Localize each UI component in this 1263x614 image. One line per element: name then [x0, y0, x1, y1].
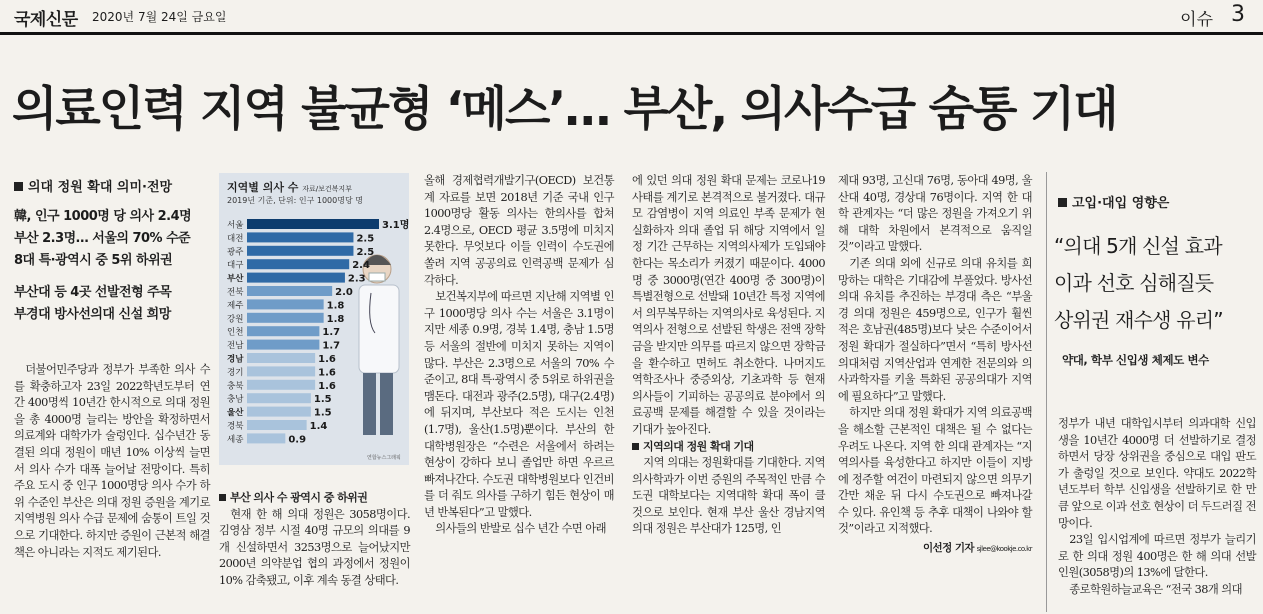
chart-bar	[247, 420, 307, 430]
chart-value-label: 2.0	[335, 287, 353, 298]
column-4-subhead-text: 지역의대 정원 확대 기대	[643, 439, 754, 453]
paragraph: 의사들의 반발로 십수 년간 수면 아래	[435, 522, 606, 536]
chart-bar	[247, 433, 285, 443]
quote-line: 상위권 재수생 유리”	[1054, 308, 1223, 332]
chart-bar	[247, 326, 319, 336]
chart-category-label: 인천	[227, 327, 244, 338]
paragraph: 정부가 내년 대학입시부터 의과대학 신입생을 10년간 4000명 더 선발하기로 결정하면서 당장 상위권을 중심으로 대입 판도가 출렁일 것으로 보인다. 약대도 2022학년도부터 학부 신입생을 선발하기로 한 만큼 앞으로 이과 선호 현상이 더 두드러질 전망이다.	[1058, 417, 1256, 530]
chart-bar	[247, 246, 353, 256]
chart-category-label: 제주	[227, 300, 244, 311]
chart-credit: 연합뉴스그래픽	[367, 455, 401, 461]
chart-bar	[247, 299, 324, 309]
column-4-subhead	[632, 439, 825, 456]
paragraph: 올해 경제협력개발기구(OECD) 보건통계 자료를 보면 2018년 기준 국내 인구 1000명당 활동 의사는 한의사를 합쳐 2.4명으로, OECD 평균 3.5명에 미치지 못한다. 무엇보다 이들 인력이 수도권에 쏠려 지역 공공의료 인력공백 문제가 심각하다.	[424, 174, 614, 287]
chart-value-label: 1.8	[326, 313, 345, 325]
chart-bar	[247, 340, 319, 350]
paragraph: 종로학원하늘교육은 “전국 38개 의대	[1069, 582, 1243, 596]
chart-bar	[247, 286, 332, 296]
chart-value-label: 0.9	[288, 434, 307, 446]
chart-bar	[247, 232, 353, 242]
chart-value-label: 2.4	[352, 260, 370, 272]
issue-date: 2020년 7월 24일 금요일	[92, 10, 227, 24]
left-section-title	[14, 176, 172, 195]
chart-category-label: 서울	[227, 220, 244, 231]
chart-value-label: 1.5	[313, 407, 332, 419]
right-article-body	[1058, 416, 1256, 599]
chart-value-label: 3.1명	[382, 220, 409, 231]
byline-email: sjlee@kookje.co.kr	[976, 545, 1032, 554]
article-column-2	[219, 490, 410, 590]
deck-line: 부경대 방사선의대 신설 희망	[14, 307, 171, 322]
paragraph: 에 있던 의대 정원 확대 문제는 코로나19 사태를 계기로 본격적으로 불거졌다. 대규모 감염병이 지역 의료인 부족 문제가 현실화하자 의대 졸업 뒤 해당 지역에서 일정 기간 근무하는 지역의사제가 도입돼야 한다는 목소리가 커졌기 때문이다. 4000명 중 3000명(연간 400명 중 300명)이 특별전형으로 선발돼 10년간 특정 지역에서 의무복무하는 지역의사로 육성된다. 지역의사 전형으로 선발된 학생은 전액 장학금을 받지만 의무를 따르지 않으면 장학금을 환수하고 면허도 취소한다. 나머지도 역학조사나 중증외상, 기초과학 등 현재 의사들이 기피하는 공공의료 분야에서 의료공백 문제를 해결할 수 있을 것이라는 기대가 높아진다.	[632, 174, 825, 436]
chart-value-label: 1.6	[318, 354, 336, 365]
paragraph: 보건복지부에 따르면 지난해 지역별 인구 1000명당 의사 수는 서울은 3.1명이지만 세종 0.9명, 경북 1.4명, 충남 1.5명 등 서울의 절반에 미치지 못하는 지역이 많다. 부산은 2.3명으로 서울의 70% 수준이고, 8대 특·광역시 중 5위로 하위권을 맴돈다. 대전과 광주(2.5명), 대구(2.4명)에 뒤지며, 부산보다 적은 도시는 인천(1.7명), 울산(1.5명)뿐이다. 부산의 한 대학병원장은 “수련은 서울에서 하려는 현상이 강하다 보니 졸업만 하면 우르르 빠져나간다. 수도권 대학병원보다 인건비를 더 줘도 의사를 구하기 힘든 현상이 매년 반복된다”고 말했다.	[424, 290, 615, 519]
square-bullet-icon	[1058, 198, 1067, 207]
chart-category-label: 전남	[227, 341, 244, 352]
chart-category-label: 경기	[227, 367, 244, 378]
paragraph: 더불어민주당과 정부가 부족한 의사 수를 확충하고자 23일 2022학년도부터 연간 400명씩 10년간 한시적으로 의대 정원을 총 4000명 늘리는 방안을 확정하면서 의료계와 대학가가 술렁인다. 십수년간 동결된 의대 정원이 매년 10% 이상씩 늘면서 의사 수가 대폭 늘어날 전망이다. 특히 주요 도시 중 인구 1000명당 의사 수가 하위 수준인 부산은 의대 정원 증원을 계기로 지역병원 의사 수급 문제에 숨통이 트일 것으로 기대한다. 하지만 증원이 근본적 해결책은 아니라는 지적도 제기된다.	[14, 363, 210, 559]
right-section-title	[1058, 192, 1169, 211]
pull-quote	[1054, 228, 1259, 339]
chart-bar	[247, 273, 345, 283]
paper-name: 국제신문	[14, 10, 78, 30]
chart-value-label: 1.8	[326, 300, 345, 312]
article-column-1	[14, 362, 210, 561]
chart-category-label: 충남	[227, 394, 244, 405]
square-bullet-icon	[14, 182, 23, 191]
left-deck	[14, 206, 214, 326]
article-column-4	[632, 173, 825, 538]
chart-bar	[247, 259, 349, 269]
deck-line: 부산 2.3명… 서울의 70% 수준	[14, 231, 191, 246]
byline-name: 이선정 기자	[922, 542, 975, 555]
chart-category-label: 충북	[227, 381, 244, 392]
paragraph: 지역 의대는 정원확대를 기대한다. 지역의사학과가 이번 증원의 주목적인 만큼 수도권 대학보다는 지역대학 확대 폭이 클 것으로 보인다. 현재 부산 울산 경남지역 의대 정원은 부산대가 125명, 인	[632, 456, 825, 536]
deck-line: 부산대 등 4곳 선발전형 주목	[14, 285, 172, 300]
quote-line: “의대 5개 신설 효과	[1054, 234, 1222, 258]
deck-line: 韓, 인구 1000명 당 의사 2.4명	[14, 209, 192, 224]
chart-value-label: 1.5	[313, 394, 332, 406]
chart-value-label: 2.5	[356, 233, 375, 245]
article-column-3	[424, 173, 614, 538]
chart-bar	[247, 380, 315, 390]
chart-category-label: 대전	[227, 233, 244, 244]
chart-value-label: 1.4	[309, 421, 328, 432]
doctor-count-chart	[219, 173, 409, 465]
right-section-title-text: 고입·대입 영향은	[1072, 196, 1170, 211]
chart-category-label: 광주	[227, 247, 244, 258]
chart-bar	[247, 313, 324, 323]
chart-value-label: 1.6	[318, 367, 336, 379]
chart-title-text: 지역별 의사 수	[227, 181, 299, 194]
chart-value-label: 1.7	[322, 340, 341, 352]
chart-category-label: 세종	[227, 434, 244, 445]
chart-bar	[247, 366, 315, 376]
left-section-title-text: 의대 정원 확대 의미·전망	[28, 180, 173, 195]
chart-value-label: 1.7	[322, 327, 341, 339]
chart-title	[227, 179, 352, 195]
quote-line: 이과 선호 심해질듯	[1054, 271, 1214, 295]
chart-bar	[247, 393, 311, 403]
column-2-subhead-text: 부산 의사 수 광역시 중 하위권	[230, 491, 368, 504]
deck-line: 8대 특·광역시 중 5위 하위권	[14, 253, 173, 268]
article-column-5	[838, 173, 1032, 558]
paragraph: 제대 93명, 고신대 76명, 동아대 49명, 울산대 40명, 경상대 76명이다. 지역 한 대학 관계자는 “더 많은 정원을 가져오기 위해 대학 차원에서 본격적으로 움직일 것”이라고 말했다.	[838, 174, 1032, 254]
chart-category-label: 전북	[227, 287, 244, 298]
paragraph: 하지만 의대 정원 확대가 지역 의료공백을 해소할 근본적인 대책은 될 수 없다는 우려도 나온다. 지역 한 의대 관계자는 “지역의사를 육성한다고 하지만 이들이 지방에 정주할 여건이 마련되지 않으면 의무기간만 채운 뒤 다시 수도권으로 빠져나갈 수 있다. 유인책 등 추후 대책이 나와야 할 것”이라고 지적했다.	[838, 406, 1032, 536]
chart-bar	[247, 407, 311, 417]
chart-canvas	[219, 173, 409, 465]
paragraph: 기존 의대 외에 신규로 의대 유치를 희망하는 대학은 기대감에 부풀었다. 방사선의대 유치를 추진하는 부경대 측은 “부울경 의대 정원은 459명으로, 인구가 훨씬 적은 호남권(485명)보다 낮은 수준이어서 정원 확대가 절실하다”면서 “특히 방사선의대처럼 지역산업과 연계한 전문의와 의사과학자를 키울 특화된 공공의대가 지역에 필요하다”고 말했다.	[838, 256, 1032, 403]
byline	[838, 540, 1032, 558]
chart-category-label: 부산	[227, 274, 244, 285]
paragraph: 현재 한 해 의대 정원은 3058명이다. 김영삼 정부 시절 40명 규모의 의대를 9개 신설하면서 3253명으로 늘어났지만 2000년 의약분업 협의 과정에서 정원이 10% 감축됐고, 이후 계속 동결 상태다.	[219, 507, 410, 587]
page-number: 3	[1231, 2, 1245, 27]
chart-category-label: 대구	[227, 260, 244, 271]
section-name: 이슈	[1180, 10, 1213, 30]
chart-category-label: 강원	[227, 314, 244, 325]
chart-source: 자료/보건복지부	[302, 185, 352, 193]
chart-bar	[247, 219, 379, 229]
right-subtitle: 약대, 학부 신입생 체제도 변수	[1062, 353, 1209, 367]
chart-value-label: 1.6	[318, 380, 336, 392]
square-bullet-icon	[632, 443, 639, 450]
chart-category-label: 경남	[227, 354, 244, 365]
chart-category-label: 울산	[227, 408, 244, 419]
column-2-subhead	[219, 490, 410, 507]
chart-value-label: 2.3	[347, 273, 366, 285]
masthead	[0, 0, 1263, 35]
chart-value-label: 2.5	[356, 246, 375, 258]
square-bullet-icon	[219, 494, 226, 501]
chart-category-label: 경북	[227, 421, 244, 432]
chart-subtitle: 2019년 기준, 단위: 인구 1000명당 명	[227, 196, 363, 205]
headline: 의료인력 지역 불균형 ‘메스’… 부산, 의사수급 숨통 기대	[12, 82, 1117, 137]
paragraph: 23일 입시업계에 따르면 정부가 늘리기로 한 의대 정원 400명은 한 해 의대 선발 인원(3058명)의 13%에 달한다.	[1058, 533, 1256, 580]
chart-bar	[247, 353, 315, 363]
